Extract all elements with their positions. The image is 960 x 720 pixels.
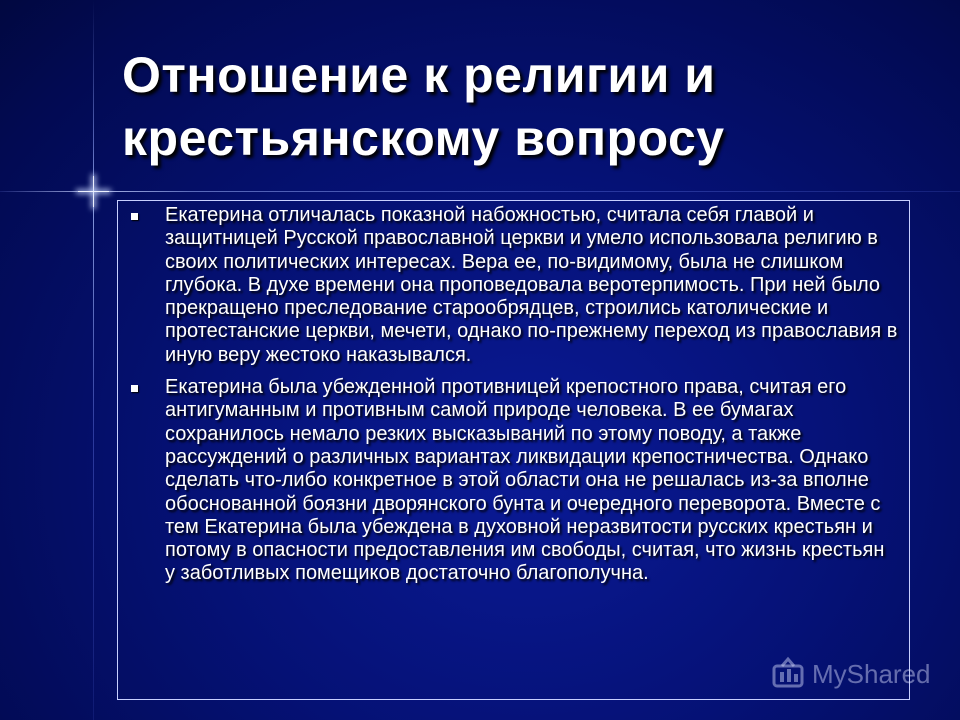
myshared-logo-icon [768,656,808,692]
bullet-item [128,376,898,586]
bullet-list [128,204,898,595]
bullet-text: Екатерина была убежденной противницей крепостного права, считая его антигуманным и противным самой природе человека. В ее бумагах сохранилось немало резких высказываний по этому поводу, а также рассуждений о различных вариантах ликвидации крепостничества. Однако сделать что-либо конкретное в этой области она не решалась из-за вполне обоснованной боязни дворянского бунта и очередного переворота. Вместе с тем Екатерина была убеждена в духовной неразвитости русских крестьян и потому в опасности предоставления им свободы, считая, что жизнь крестьян у заботливых помещиков достаточно благополучна. [165,376,885,585]
watermark [768,654,931,694]
square-bullet-icon [131,213,138,220]
watermark-text: MyShared [812,658,931,689]
decorative-vertical-line [93,0,94,720]
sparkle-icon [78,176,109,207]
bullet-text: Екатерина отличалась показной набожностью, считала себя главой и защитницей Русской православной церкви и умело использовала религию в своих политических интересах. Вера ее, по-видимому, была не слишком глубока. В духе времени она проповедовала веротерпимость. При ней было прекращено преследование старообрядцев, строились католические и протестанские церкви, мечети, однако по-прежнему переход из православия в иную веру жестоко наказывался. [165,204,898,366]
slide-title: Отношение к религии и крестьянскому вопросу [122,47,725,166]
square-bullet-icon [131,385,138,392]
decorative-horizontal-line [0,191,960,192]
content-box [117,200,910,700]
bullet-item [128,204,898,367]
